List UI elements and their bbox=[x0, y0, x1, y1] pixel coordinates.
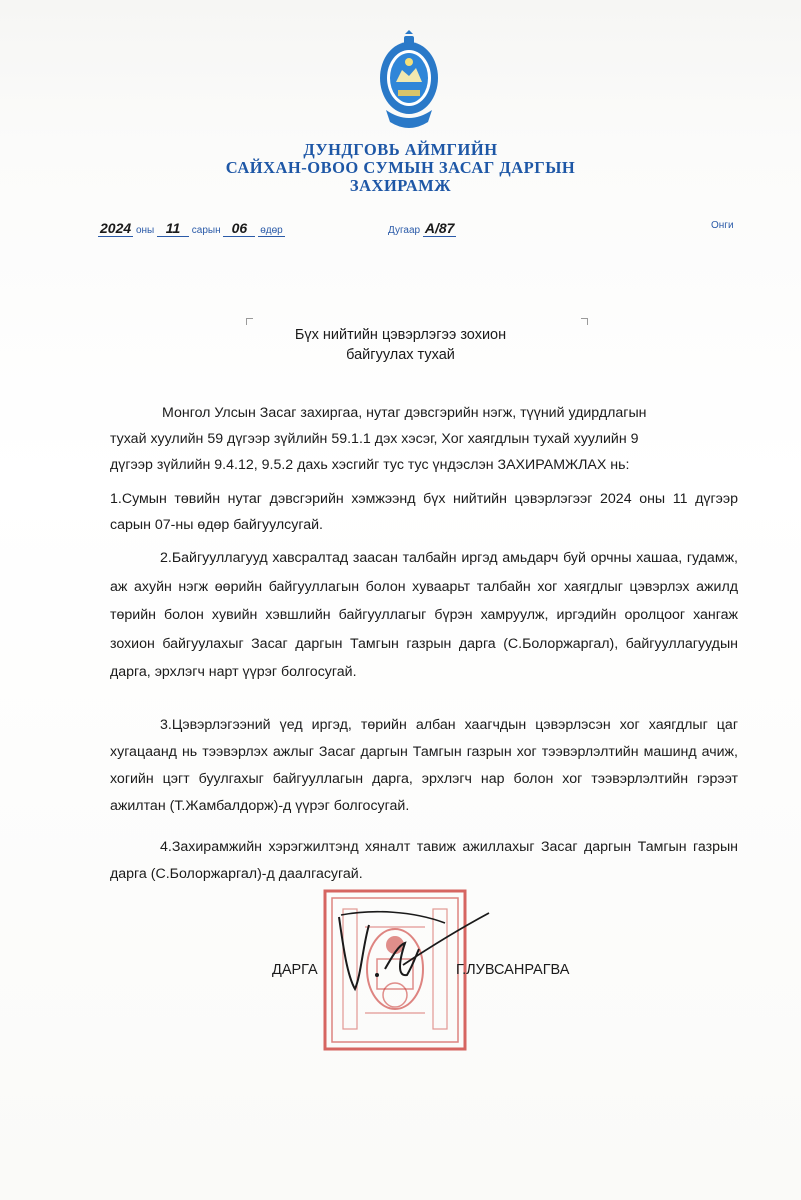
organization-name-line1: ДУНДГОВЬ АЙМГИЙН bbox=[303, 140, 498, 159]
document-number-label: Дугаар bbox=[388, 225, 421, 236]
date-day: 06 bbox=[223, 220, 255, 237]
clause-3 bbox=[110, 712, 738, 820]
subject-line1: Бүх нийтийн цэвэрлэгээ зохион bbox=[294, 327, 507, 343]
preamble-line1: Монгол Улсын Засаг захиргаа, нутаг дэвсгэрийн нэгж, түүний удирдлагын bbox=[162, 405, 647, 421]
preamble bbox=[110, 400, 738, 478]
date-year: 2024 bbox=[100, 220, 132, 236]
organization-name-line2: САЙХАН-ОВОО СУМЫН ЗАСАГ ДАРГЫН bbox=[225, 158, 576, 177]
clause-2 bbox=[110, 544, 738, 687]
preamble-line3: дүгээр зүйлийн 9.4.12, 9.5.2 дахь хэсгийг тус тус үндэслэн ЗАХИРАМЖЛАХ нь: bbox=[110, 457, 630, 473]
issue-place: Онги bbox=[711, 220, 734, 231]
clause-3-text: 3.Цэвэрлэгээний үед иргэд, төрийн албан хаагчдын цэвэрлэсэн хог хаягдлыг цаг хугацаанд нь тээвэрлэх ажлыг Засаг даргын Тамгын газрын хог тээвэрлэлтийн машинд ачиж, хогийн цэгт буулгахыг байгууллагын дарга, эрхлэгч нар болон хог тээвэрлэлтийн гэрээт ажилтан (Т.Жамбалдорж)-д үүрэг болгосугай. bbox=[110, 717, 738, 814]
document-type-title: ЗАХИРАМЖ bbox=[349, 176, 452, 195]
date-month-suffix: сарын bbox=[191, 225, 221, 236]
date-month: 11 bbox=[157, 220, 189, 237]
clause-4 bbox=[110, 834, 738, 888]
clause-1 bbox=[110, 486, 738, 538]
signatory-name: Г.ЛУВСАНРАГВА bbox=[456, 962, 570, 978]
handwritten-signature bbox=[333, 905, 493, 995]
date-day-suffix: өдөр bbox=[260, 225, 283, 236]
clause-1-text: 1.Сумын төвийн нутаг дэвсгэрийн хэмжээнд бүх нийтийн цэвэрлэгээг 2024 оны 11 дүгээр сарын 07-ны өдөр байгуулсугай. bbox=[110, 491, 738, 533]
state-emblem-icon bbox=[378, 30, 440, 134]
subject-line2: байгуулах тухай bbox=[346, 347, 455, 363]
document-number-value: А/87 bbox=[424, 220, 455, 236]
clause-2-text: 2.Байгууллагууд хавсралтад заасан талбайн иргэд амьдарч буй орчны хашаа, гудамж, аж ахуйн нэгж өөрийн байгууллагын болон хуваарьт талбайн хог хаягдлыг цэвэрлэх ажилд төрийн болон хувийн хэвшлийн байгууллагыг бүрэн хамруулж, иргэдийн оролцоог хангаж зохион байгуулахыг Засаг даргын Тамгын газрын дарга (С.Болоржаргал), байгууллагуудын дарга, эрхлэгч нарт үүрэг болгосугай. bbox=[110, 550, 738, 680]
signatory-title: ДАРГА bbox=[272, 962, 318, 978]
date-line bbox=[98, 220, 285, 237]
document-number bbox=[388, 220, 456, 237]
preamble-line2: тухай хуулийн 59 дүгээр зүйлийн 59.1.1 дэх хэсэг, Хог хаягдлын тухай хуулийн 9 bbox=[110, 431, 639, 447]
clause-4-text: 4.Захирамжийн хэрэгжилтэнд хяналт тавиж ажиллахыг Засаг даргын Тамгын газрын дарга (С.Болоржаргал)-д даалгасугай. bbox=[110, 839, 738, 882]
date-year-suffix: оны bbox=[135, 225, 155, 236]
